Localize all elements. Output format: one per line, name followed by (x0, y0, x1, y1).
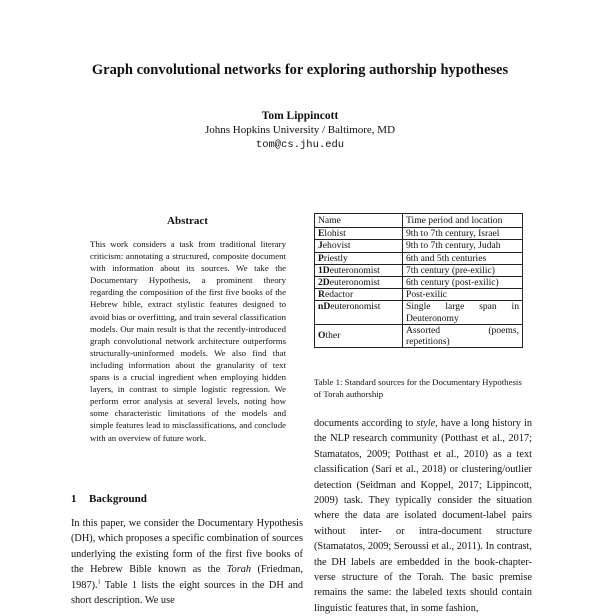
right-column-paragraph (314, 416, 532, 616)
intro-text-part: Table 1 lists the eight sources in the DH and short description. We use (71, 579, 303, 607)
source-name-cell (315, 228, 403, 240)
author-affiliation: Johns Hopkins University / Baltimore, MD (204, 124, 396, 136)
intro-text-part: In this paper, we consider the Documentary Hypothesis (DH), which proposes a specific combination of sources underlying the existing form of the first five books of the Hebrew Bible known as the (71, 518, 303, 576)
source-initial: E (318, 228, 325, 240)
source-name-rest: ehovist (322, 240, 351, 252)
table-row (315, 277, 523, 289)
source-name-rest: euteronomist (329, 264, 380, 276)
source-period-cell: Assorted (poems, repetitions) (403, 324, 523, 347)
table-header-row (315, 214, 523, 228)
table-caption: Table 1: Standard sources for the Documentary Hypothesis of Torah authorship (314, 377, 522, 400)
source-name-cell (315, 324, 403, 347)
source-initial: 1D (318, 264, 330, 276)
source-initial: J (318, 240, 323, 252)
table-row (315, 324, 523, 347)
source-period-cell: 9th to 7th century, Judah (403, 240, 523, 252)
table-row (315, 240, 523, 252)
paper-title: Graph convolutional networks for exploring authorship hypotheses (91, 62, 509, 78)
source-name-cell (315, 252, 403, 264)
table-row (315, 264, 523, 276)
section-number: 1 (71, 493, 77, 505)
source-initial: O (318, 330, 326, 342)
abstract-heading: Abstract (167, 215, 208, 227)
table-row (315, 228, 523, 240)
intro-text-part: (Friedman, 1987). (71, 564, 303, 591)
abstract-text: This work considers a task from traditional literary criticism: annotating a structured, composite document with information about its sources. We take the Documentary Hypothesis, a prominent theory regarding the composition of the first five books of the Hebrew bible, extract stylistic features designed to avoid bias or overfitting, and train several classification models. Our main result is that the recently-introduced graph convolutional network architecture outperforms structurally-uninformed models. We also find that including information about the granularity of text spans is a crucial ingredient when employing hidden layers, in contrast to simple logistic regression. We perform error analysis at several levels, noting how some characteristic limitations of the models and simple features lead to misclassifications, and conclude with an overview of future work. (90, 239, 286, 443)
source-period-cell: Post-exilic (403, 289, 523, 301)
source-name-rest: riestly (323, 252, 348, 264)
source-name-cell (315, 289, 403, 301)
source-period-cell: 6th and 5th centuries (403, 252, 523, 264)
table-row (315, 301, 523, 324)
sources-table (314, 213, 523, 348)
source-name-cell (315, 264, 403, 276)
source-period-cell: 9th to 7th century, Israel (403, 228, 523, 240)
author-name: Tom Lippincott (261, 110, 339, 122)
source-initial: 2D (318, 277, 330, 289)
source-period-cell: Single large span in Deuteronomy (403, 301, 523, 324)
source-period-cell: 6th century (post-exilic) (403, 277, 523, 289)
section-heading (71, 493, 301, 505)
source-name-cell (315, 277, 403, 289)
table-header: Name (315, 214, 403, 228)
source-name-rest: ther (325, 330, 341, 342)
right-text-style: style (416, 418, 436, 429)
footnote-marker[interactable]: 1 (97, 579, 101, 586)
source-period-cell: 7th century (pre-exilic) (403, 264, 523, 276)
right-text-part: documents according to (314, 418, 417, 429)
source-name-rest: euteronomist (330, 301, 381, 313)
intro-text-torah: Torah (226, 564, 251, 576)
source-name-cell (315, 301, 403, 324)
source-initial: P (318, 252, 324, 264)
intro-paragraph (71, 516, 303, 608)
source-name-rest: euteronomist (329, 277, 380, 289)
source-initial: R (318, 289, 325, 301)
right-text-part: , have a long history in the NLP research community (Potthast et al., 2017; Stamatatos, 2009; Potthast et al., 2010) as a text classification (Sari et al., 2018) or clustering/outlier detection (Seidman and Koppel, 2017; Lippincott, 2009) task. They typically consider the situation where the data are isolated document-label pairs without inter- or intra-document structure (Stamatatos, 2009; Seroussi et al., 2011). In contrast, the DH labels are embedded in the book-chapter-verse structure of the Torah. The basic premise remains the same: the labeled texts should contain linguistic features that, in some fashion, (314, 418, 532, 614)
section-title: Background (89, 493, 147, 505)
source-name-rest: edactor (324, 289, 354, 301)
source-name-cell (315, 240, 403, 252)
source-name-rest: lohist (324, 228, 346, 240)
source-initial: nD (318, 301, 331, 313)
table-header: Time period and location (403, 214, 523, 228)
table-row (315, 252, 523, 264)
author-email: tom@cs.jhu.edu (255, 139, 345, 151)
table-row (315, 289, 523, 301)
